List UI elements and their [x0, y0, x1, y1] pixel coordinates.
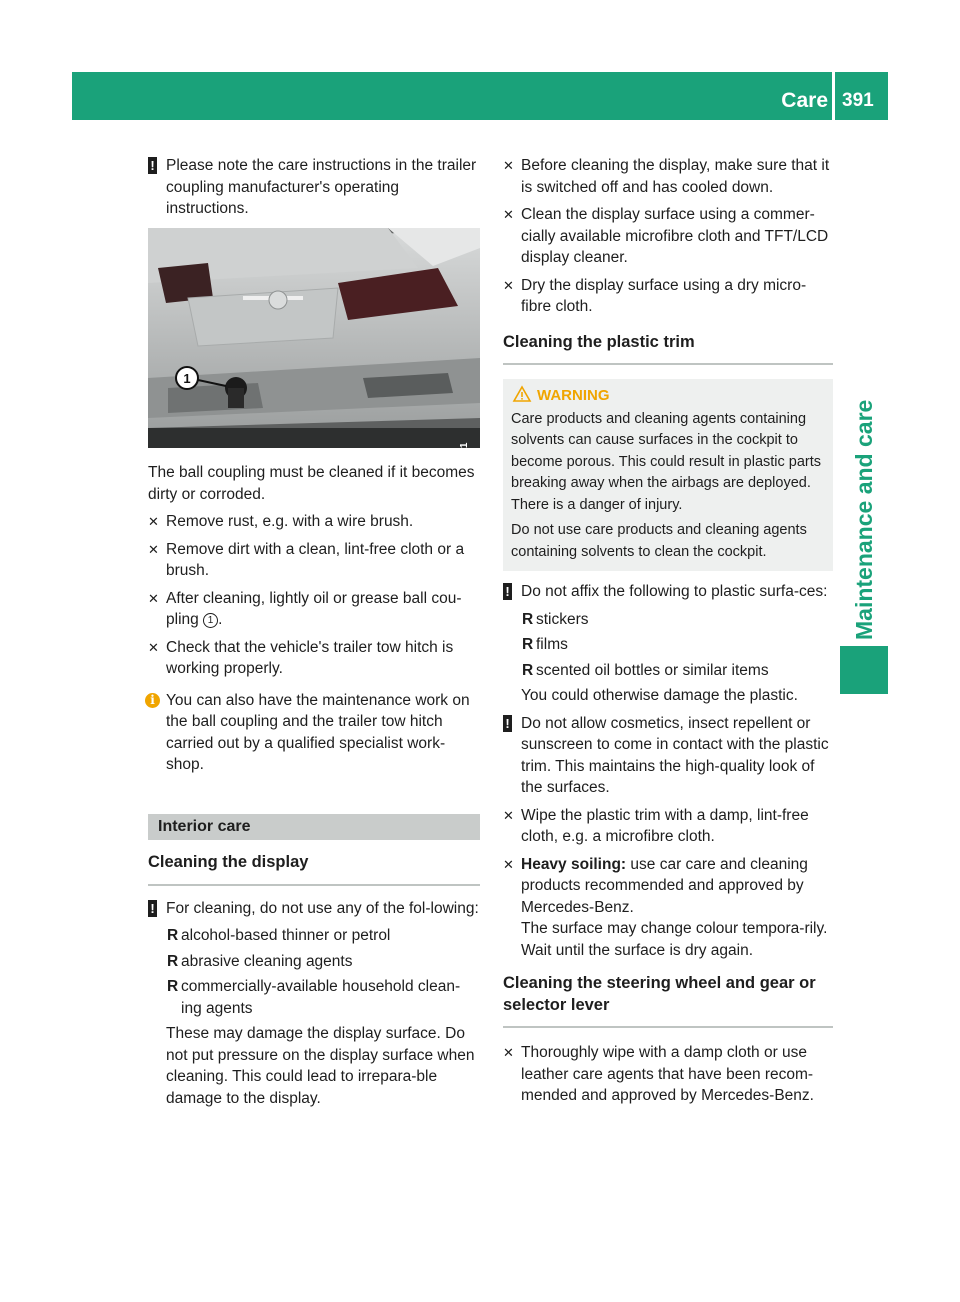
step-check-hitch: ✕ Check that the vehicle's trailer tow hitch is working properly. — [148, 638, 454, 677]
exclamation-icon: ! — [148, 900, 157, 917]
warning-text-2: Do not use care products and cleaning agents containing solvents to clean the cockpit. — [511, 522, 807, 560]
bullet-icon: R — [167, 952, 179, 970]
info-note: i You can also have the maintenance work on the ball coupling and the trailer tow hitch carried out by a qualified specialist work-shop. — [148, 690, 480, 776]
exclamation-icon: ! — [503, 715, 512, 732]
step-arrow-icon: ✕ — [148, 541, 159, 557]
column-right — [503, 155, 833, 1113]
step-oil-coupling: ✕ After cleaning, lightly oil or grease ball cou-pling 1 . — [148, 589, 462, 628]
column-left — [148, 155, 480, 226]
list-item: R commercially-available household clean-ing agents — [167, 978, 461, 1017]
step-arrow-icon: ✕ — [148, 639, 159, 655]
side-chapter-label: Maintenance and care — [851, 399, 877, 640]
warning-heading: WARNING — [511, 385, 825, 407]
step-arrow-icon: ✕ — [503, 1045, 514, 1060]
step-remove-rust: ✕ Remove rust, e.g. with a wire brush. — [148, 511, 480, 533]
step-arrow-icon: ✕ — [503, 207, 514, 222]
car-rear-image — [148, 228, 480, 448]
section-bar-interior-care: Interior care — [148, 814, 480, 840]
para-ball-coupling: The ball coupling must be cleaned if it becomes dirty or corroded. — [148, 464, 475, 503]
step-arrow-icon: ✕ — [503, 158, 514, 173]
bullet-icon: R — [522, 636, 534, 653]
step-arrow-icon: ✕ — [503, 856, 514, 872]
note-trailer-coupling: ! Please note the care instructions in the trailer coupling manufacturer's operating instructions. — [148, 155, 480, 220]
step-arrow-icon: ✕ — [503, 277, 514, 293]
info-icon: i — [145, 693, 160, 708]
callout-1-icon: 1 — [203, 613, 218, 628]
bullet-icon: R — [522, 610, 534, 628]
chapter-marker — [840, 646, 888, 694]
step-remove-dirt: ✕ Remove dirt with a clean, lint-free cloth or a brush. — [148, 540, 465, 579]
list-item: R films — [503, 634, 833, 656]
list-item: R alcohol-based thinner or petrol — [148, 925, 480, 947]
step-switch-off-display: ✕ Before cleaning the display, make sure that it is switched off and has cooled down. — [503, 157, 830, 196]
note-cosmetics: ! Do not allow cosmetics, insect repellent or sunscreen to come in contact with the plastic trim. This maintains the high-quality look of the surfaces. — [503, 713, 833, 799]
step-arrow-icon: ✕ — [148, 590, 159, 606]
warning-box — [503, 379, 833, 571]
step-dry-display: ✕ Dry the display surface using a dry micro-fibre cloth. — [503, 276, 807, 315]
page-header-bar — [72, 72, 888, 120]
bullet-icon: R — [167, 927, 179, 944]
note-affix-plastic: ! Do not affix the following to plastic surfa-ces: — [503, 581, 833, 603]
subhead-steering-wheel: Cleaning the steering wheel and gear or selector lever — [503, 973, 833, 1028]
warning-text-1: Care products and cleaning agents containing solvents can cause surfaces in the cockpit to become porous. This could result in plastic parts breaking away when the airbags are deployed. There is a danger of injury. — [511, 410, 822, 513]
bullet-icon: R — [522, 661, 534, 679]
photo-callout-1: 1 — [183, 371, 191, 386]
heavy-soiling-label: Heavy soiling: — [521, 855, 627, 873]
list-item: R abrasive cleaning agents — [148, 951, 480, 973]
step-wipe-steering: ✕ Thoroughly wipe with a damp cloth or use leather care agents that have been recom-mended and approved by Mercedes-Benz. — [503, 1044, 814, 1104]
bullet-icon: R — [167, 978, 179, 995]
step-heavy-soiling: ✕ Heavy soiling: use car care and cleaning products recommended and approved by Mercedes-Benz. The surface may change colour tempora-rily. Wait until the surface is dry again. — [503, 854, 833, 962]
section-title: Care — [781, 89, 828, 112]
exclamation-icon: ! — [503, 583, 512, 600]
photo-code: P31.10-3602-31 — [459, 442, 471, 514]
step-wipe-plastic: ✕ Wipe the plastic trim with a damp, lint-free cloth, e.g. a microfibre cloth. — [503, 806, 809, 845]
exclamation-icon: ! — [148, 157, 157, 174]
list-item: R scented oil bottles or similar items — [503, 660, 833, 682]
note-display-consequence: These may damage the display surface. Do not put pressure on the display surface when cleaning. This could lead to irrepara-ble damage to the display. — [166, 1025, 475, 1107]
step-arrow-icon: ✕ — [503, 807, 514, 823]
warning-triangle-icon — [513, 386, 531, 402]
column-left-lower — [148, 462, 480, 782]
subhead-plastic-trim: Cleaning the plastic trim — [503, 332, 833, 366]
list-item: R stickers — [503, 609, 833, 631]
note-display-cleaning: ! For cleaning, do not use any of the fol-lowing: — [148, 898, 480, 920]
header-divider — [832, 72, 835, 120]
page-number: 391 — [842, 90, 874, 111]
note-affix-consequence: You could otherwise damage the plastic. — [521, 687, 798, 704]
heavy-soiling-note: The surface may change colour tempora-rily. Wait until the surface is dry again. — [521, 920, 828, 959]
interior-care-section — [148, 814, 480, 1115]
step-clean-display: ✕ Clean the display surface using a commer-cially available microfibre cloth and TFT/LCD display cleaner. — [503, 206, 829, 266]
subhead-cleaning-display: Cleaning the display — [148, 852, 480, 886]
step-arrow-icon: ✕ — [148, 514, 159, 529]
